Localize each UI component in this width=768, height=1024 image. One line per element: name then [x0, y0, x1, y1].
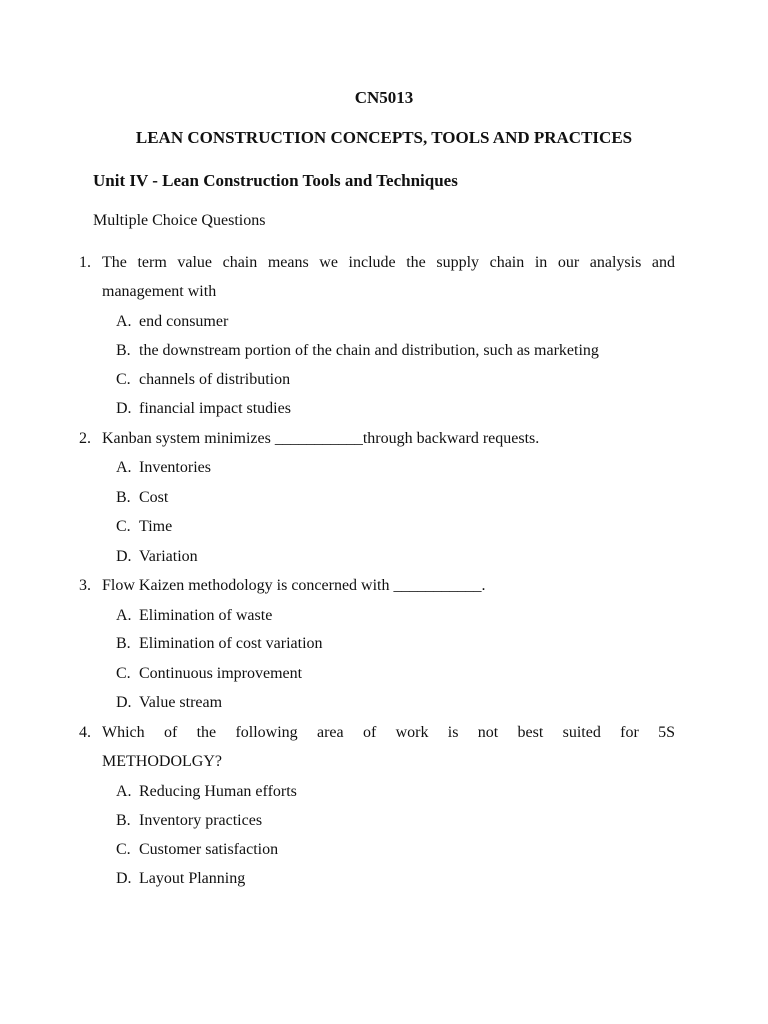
option-text: Inventories — [139, 459, 211, 476]
option-b — [116, 635, 323, 653]
option-d — [116, 694, 222, 712]
option-letter: A. — [116, 607, 132, 624]
option-c — [116, 518, 172, 536]
option-text: Time — [139, 518, 173, 535]
option-letter: B. — [116, 812, 131, 829]
question-text-line-1: The term value chain means we include the supply chain in our analysis and — [102, 254, 675, 271]
question-number: 1. — [79, 254, 91, 271]
option-letter: C. — [116, 371, 131, 388]
option-text: Reducing Human efforts — [139, 783, 297, 800]
option-a — [116, 459, 211, 477]
option-a — [116, 313, 228, 331]
option-d — [116, 548, 198, 566]
question-number: 2. — [79, 430, 91, 447]
option-letter: A. — [116, 459, 132, 476]
option-b — [116, 812, 262, 830]
option-b — [116, 489, 168, 507]
option-letter: B. — [116, 635, 131, 652]
option-letter: D. — [116, 870, 132, 887]
option-c — [116, 841, 278, 859]
course-code: CN5013 — [354, 88, 414, 107]
option-a — [116, 607, 272, 625]
option-letter: D. — [116, 548, 132, 565]
option-text: Elimination of cost variation — [139, 635, 323, 652]
option-letter: D. — [116, 694, 132, 711]
option-text: Cost — [139, 489, 169, 506]
option-text: Continuous improvement — [139, 665, 303, 682]
option-letter: C. — [116, 841, 131, 858]
option-text: Customer satisfaction — [139, 841, 279, 858]
option-c — [116, 371, 290, 389]
option-letter: C. — [116, 518, 131, 535]
option-text: Elimination of waste — [139, 607, 273, 624]
option-letter: A. — [116, 783, 132, 800]
question-text-line-1: Kanban system minimizes ___________through backward requests. — [102, 430, 540, 447]
option-letter: C. — [116, 665, 131, 682]
option-text: end consumer — [139, 313, 229, 330]
option-c — [116, 665, 302, 683]
option-b — [116, 342, 599, 360]
option-letter: A. — [116, 313, 132, 330]
option-d — [116, 870, 245, 888]
option-letter: B. — [116, 489, 131, 506]
course-title: LEAN CONSTRUCTION CONCEPTS, TOOLS AND PRACTICES — [135, 128, 633, 147]
section-heading: Multiple Choice Questions — [93, 212, 266, 229]
option-text: financial impact studies — [139, 400, 291, 417]
option-text: Layout Planning — [139, 870, 246, 887]
question-number: 3. — [79, 577, 91, 594]
option-letter: D. — [116, 400, 132, 417]
unit-heading: Unit IV - Lean Construction Tools and Techniques — [93, 171, 458, 190]
option-text: Inventory practices — [139, 812, 263, 829]
option-text: Variation — [139, 548, 198, 565]
question-text-line-1: Which of the following area of work is not best suited for 5S — [102, 724, 675, 741]
option-d — [116, 400, 291, 418]
question-text-line-2: management with — [102, 283, 217, 300]
option-letter: B. — [116, 342, 131, 359]
question-number: 4. — [79, 724, 91, 741]
question-text-line-2: METHODOLGY? — [102, 753, 222, 770]
option-text: the downstream portion of the chain and distribution, such as marketing — [139, 342, 599, 359]
option-text: channels of distribution — [139, 371, 291, 388]
question-text-line-1: Flow Kaizen methodology is concerned with ___________. — [102, 577, 486, 594]
option-text: Value stream — [139, 694, 223, 711]
option-a — [116, 783, 297, 801]
